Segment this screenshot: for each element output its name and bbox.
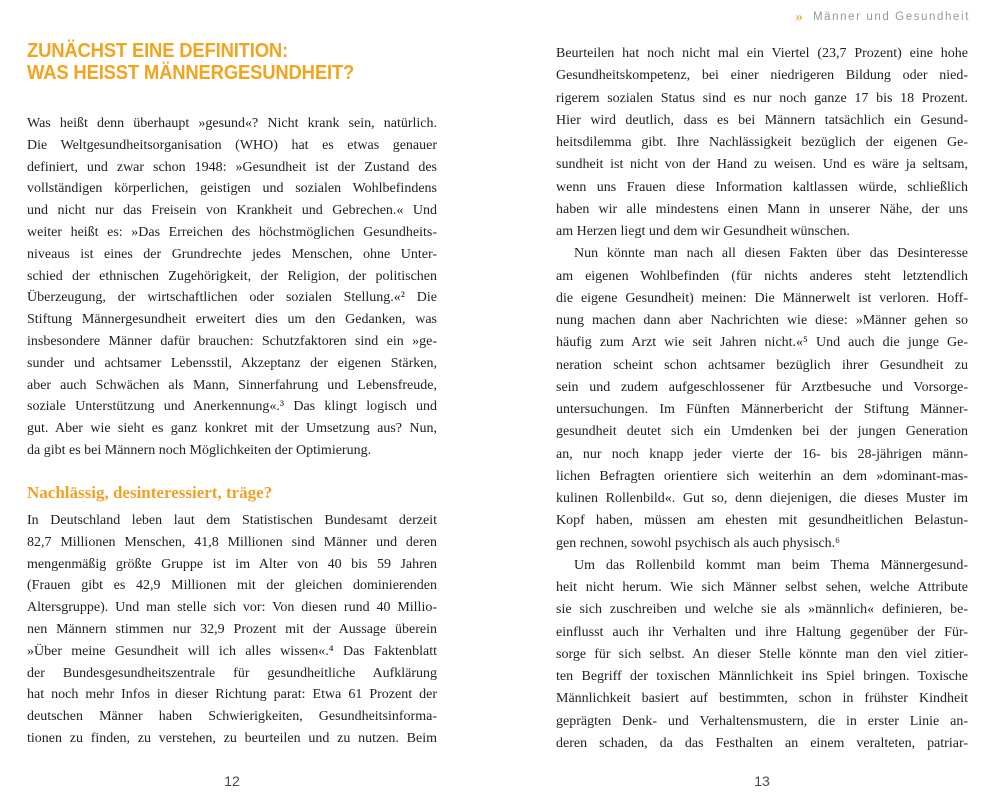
text-line: sundheit ist nicht von der Hand zu weisen. Und es wäre ja seltsam, [556,157,968,173]
text-line: 82,7 Millionen Menschen, 41,8 Millionen sind Männer und deren [27,534,437,550]
text-line: mengenmäßig größte Gruppe ist im Alter von 40 bis 59 Jahren [27,556,437,572]
text-line: Um das Rollenbild kommt man beim Thema Männergesund- [574,557,968,573]
text-line: lichen Befragten orientiere sich weiterhin an dem »dominant-mas- [556,468,968,484]
text-line: weiter heißt es: »Das Erreichen des höchstmöglichen Gesundheits- [27,224,437,240]
text-line: Kopf haben, müssen am ehesten mit gesundheitlichen Belastun- [556,513,968,529]
text-line: niveaus ist eines der Grundrechte jedes Menschen, ohne Unter- [27,246,437,262]
text-line: nung machen dann aber Nachrichten wie diese: »Männer gehen so [556,313,968,328]
text-line: sunder und achtsamer Lebensstil, Akzeptanz der eigenen Stärken, [27,355,437,371]
text-line: neration scheint schon achtsamer bezüglich ihrer Gesundheit zu [556,357,968,373]
text-line: tionen zu finden, zu verstehen, zu beurteilen und zu nutzen. Beim [27,730,437,746]
text-line: definiert, und zwar schon 1948: »Gesundheit ist der Zustand des [27,159,437,175]
text-line: soziale Unterstützung und Anerkennung«.³ Das klingt logisch und [27,399,437,415]
page-number-right: 13 [754,773,770,789]
text-line: deren schaden, da das Festhalten an einem veralteten, patriar- [556,735,968,751]
left-column-intro-text [27,113,437,462]
text-line: hat noch mehr Infos in dieser Richtung parat: Etwa 61 Prozent der [27,687,437,703]
text-line: wenn uns Frauen diese Information kaltlassen würde, schließlich [556,179,968,195]
text-line: Nun könnte man nach all diesen Fakten über das Desinteresse [574,246,968,262]
text-line: deutschen Männer haben Schwierigkeiten, Gesundheitsinforma- [27,709,437,725]
text-line: sorge für sich selbst. An dieser Stelle könnte man den viel zitier- [556,646,968,662]
text-line: insbesondere Männer dafür brauchen: Schutzfaktoren sind ein »ge- [27,333,437,349]
text-line: sein und zudem aufgeschlossener für Arztbesuche und Vorsorge- [556,379,968,395]
text-line: Überzeugung, der wirtschaftlichen oder sozialen Stellung.«² Die [27,290,437,306]
text-line: (Frauen gibt es 42,9 Millionen mit der gleichen dominierenden [27,578,437,594]
text-line: aber auch Schwächen als Mann, Sinnerfahrung und Lebensfreude, [27,377,437,393]
text-line: der Bundesgesundheitszentrale für gesundheitliche Aufklärung [27,665,437,681]
section-subheading: Nachlässig, desinteressiert, träge? [27,483,273,502]
paragraph [556,555,968,755]
paragraph [556,243,968,555]
text-line: die eigene Gesundheit) meinen: Die Männerwelt ist verloren. Hoff- [556,290,968,306]
text-line: Die Weltgesundheitsorganisation (WHO) hat es etwas genauer [27,137,437,153]
text-line: kulinen Rollenbild«. Gut so, denn diejenigen, die dieses Muster im [556,491,968,506]
text-line: gesundheit deutet sich ein Umdenken bei der jungen Generation [556,424,968,440]
paragraph [27,510,437,750]
text-line: einflusst auch ihr Verhalten und ihre Haltung gegenüber der Für- [556,624,968,640]
text-line: »Über meine Gesundheit will ich alles wissen«.⁴ Das Faktenblatt [27,643,437,659]
text-line: Stiftung Männergesundheit erweitert dies um den Gedanken, was [27,312,437,328]
text-line: Altersgruppe). Und man stelle sich vor: Von diesen rund 40 Millio- [27,600,437,616]
text-line: heitsdilemma gibt. Ihre Nachlässigkeit bezüglich der eigenen Ge- [556,135,968,150]
right-column-body-text [556,43,968,755]
text-line: In Deutschland leben laut dem Statistischen Bundesamt derzeit [27,513,437,528]
chapter-title-line1: ZUNÄCHST EINE DEFINITION: [27,39,288,62]
text-line: heit nicht herum. Wie sich Männer selbst sehen, welche Attribute [556,580,968,595]
paragraph [556,43,968,243]
running-header-title: Männer und Gesundheit [813,11,970,23]
text-line: vollständigen körperlichen, geistigen und sozialen Wohlbefindens [27,181,437,197]
text-line: an, nur noch knapp jeder vierte der 16- bis 28-jährigen männ- [556,446,968,462]
text-line: Gesundheitskompetenz, bei einer niedrigeren Bildung oder nied- [556,68,968,84]
text-line: rigerem sozialen Status sind es nur noch ganze 17 bis 18 Prozent. [556,90,968,106]
text-line: und nicht nur das Freisein von Krankheit und Gebrechen.« Und [27,203,437,219]
text-line: da gibt es bei Männern noch Möglichkeiten der Optimierung. [27,442,372,458]
text-line: schied der ethnischen Zugehörigkeit, der Religion, der politischen [27,268,437,284]
text-line: nen Männern stimmen nur 32,9 Prozent mit der Aussage überein [27,621,437,637]
text-line: Was heißt denn überhaupt »gesund«? Nicht krank sein, natürlich. [27,116,437,131]
paragraph [27,113,437,462]
text-line: am eigenen Wohlbefinden (für nichts anderes steht letztendlich [556,268,968,284]
text-line: ten Begriff der toxischen Männlichkeit ins Spiel bringen. Toxische [556,669,968,684]
chapter-title [27,40,354,84]
text-line: untersuchungen. Im Fünften Männerbericht der Stiftung Männer- [556,402,968,417]
text-line: geprägten Denk- und Verhaltensmustern, die in erster Linie an- [556,713,968,729]
text-line: gen rechnen, sowohl psychisch als auch physisch.⁶ [556,535,841,551]
running-header [796,7,971,26]
text-line: häufig zum Arzt wie seit Jahren nicht.«⁵ Und auch die junge Ge- [556,335,968,351]
left-column-body-text [27,510,437,750]
text-line: haben wir alle mindestens einen Mann in unserer Nähe, der uns [556,201,968,217]
chapter-title-line2: WAS HEISST MÄNNERGESUNDHEIT? [27,61,355,84]
text-line: Beurteilen hat noch nicht mal ein Viertel (23,7 Prozent) eine hohe [556,46,968,61]
text-line: am Herzen liegt und dem wir Gesundheit wünschen. [556,224,850,239]
text-line: Hier wird deutlich, dass es bei Männern tatsächlich ein Gesund- [556,112,968,128]
double-chevron-icon: » [795,9,803,25]
text-line: gut. Aber wie sieht es ganz konkret mit der Umsetzung aus? Nun, [27,421,437,437]
text-line: Männlichkeit basiert auf bestimmten, schon in frühster Kindheit [556,691,968,707]
page-number-left: 12 [224,773,240,789]
text-line: sie sich zuschreiben und welche sie als »männlich« definieren, be- [556,602,968,618]
